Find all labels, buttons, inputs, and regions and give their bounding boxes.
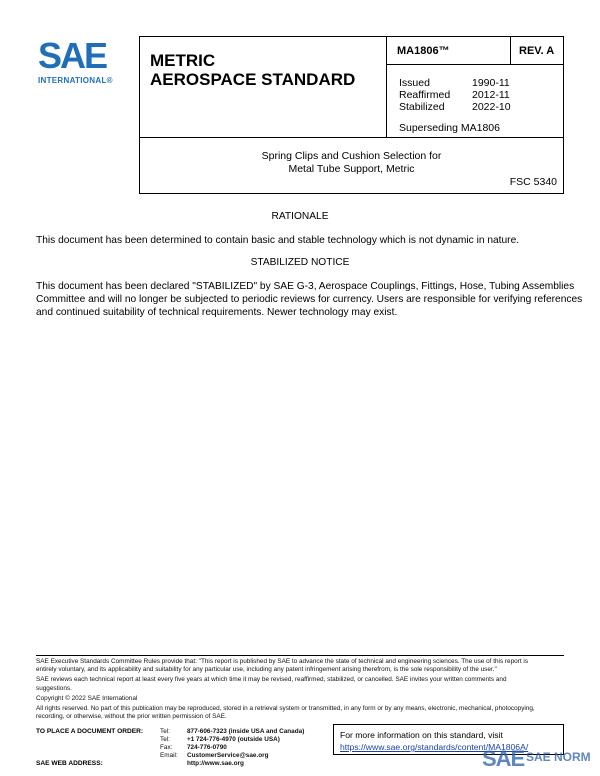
- reaffirmed-label: Reaffirmed: [399, 89, 451, 101]
- contact-key: Tel:: [160, 728, 170, 735]
- standard-url-link[interactable]: https://www.sae.org/standards/content/MA1806A/: [340, 742, 529, 752]
- rationale-heading: RATIONALE: [271, 211, 329, 222]
- title-line-2: AEROSPACE STANDARD: [150, 70, 356, 89]
- phone-usa: 877-606-7323 (inside USA and Canada): [187, 728, 305, 735]
- copyright: Copyright © 2022 SAE International: [36, 694, 138, 702]
- subject-box: [139, 137, 564, 194]
- contact-key: Fax:: [160, 744, 173, 752]
- issued-label: Issued: [399, 77, 430, 89]
- stabilized-line-1: This document has been declared "STABILIZED" by SAE G-3, Aerospace Couplings, Fittings, Hose, Tubing Assemblies: [36, 281, 575, 292]
- stabilized-date: 2022-10: [472, 101, 511, 113]
- order-label: TO PLACE A DOCUMENT ORDER:: [36, 728, 144, 735]
- doc-info-box: [386, 36, 564, 138]
- rev-cell: [510, 37, 564, 65]
- sae-norm-watermark: [482, 748, 596, 774]
- subject-line-1: Spring Clips and Cushion Selection for: [261, 150, 442, 162]
- rationale-text: This document has been determined to contain basic and stable technology which is not dynamic in nature.: [36, 235, 520, 246]
- more-info-text: For more information on this standard, visit: [340, 730, 503, 740]
- stabilized-line-2: Committee and will no longer be subjected to periodic reviews for currency. Users are responsible for verifying references: [36, 294, 583, 305]
- footer-p2-b: suggestions.: [36, 684, 72, 692]
- contact-key: Email:: [160, 752, 178, 760]
- date-values: [472, 77, 511, 113]
- stabilized-line-3: and continued suitability of technical requirements. Newer technology may exist.: [36, 307, 398, 318]
- stabilized-label: Stabilized: [399, 101, 445, 113]
- doc-number-cell: [387, 37, 511, 65]
- revision-label: REV. A: [519, 45, 555, 57]
- subject: [140, 150, 563, 176]
- footer-rule: [36, 655, 564, 656]
- footer-p2-a: SAE reviews each technical report at least every five years at which time it may be revised, reaffirmed, stabilized, or cancelled. SAE invites your written comments and: [36, 676, 507, 684]
- watermark-logo-icon: SAE: [482, 746, 525, 771]
- footer-p1-b: entirely voluntary, and its applicability and suitability for any particular use, including any patent infringement arising therefrom, is the sole responsibility of the user.": [36, 666, 497, 674]
- email-address[interactable]: CustomerService@sae.org: [187, 752, 269, 760]
- footer-p3-b: recording, or otherwise, without the prior written permission of SAE.: [36, 713, 227, 721]
- phone-intl: +1 724-776-4970 (outside USA): [187, 736, 280, 744]
- sae-website[interactable]: http://www.sae.org: [187, 760, 244, 768]
- issued-date: 1990-11: [472, 77, 510, 89]
- sae-logo: [38, 35, 118, 86]
- fsc-code: FSC 5340: [509, 176, 557, 188]
- contact-keys: [160, 728, 178, 760]
- footer-text: [36, 658, 566, 721]
- contact-key: Tel:: [160, 736, 170, 744]
- reaffirmed-date: 2012-11: [472, 89, 510, 101]
- stabilized-text: [36, 280, 582, 319]
- contact-values: [187, 728, 304, 768]
- doc-number: MA1806™: [397, 45, 450, 57]
- subject-line-2: Metal Tube Support, Metric: [288, 163, 415, 175]
- title-box: [139, 36, 387, 138]
- sae-logo-subtitle: INTERNATIONAL®: [38, 76, 113, 85]
- title-line-1: METRIC: [150, 51, 216, 70]
- stabilized-heading: STABILIZED NOTICE: [250, 257, 350, 268]
- watermark-text: SAE NORM: [526, 750, 591, 764]
- footer-p3-a: All rights reserved. No part of this publication may be reproduced, stored in a retrieval system or transmitted, in any form or by any means, electronic, mechanical, photocopying,: [36, 705, 535, 713]
- web-address-label: SAE WEB ADDRESS:: [36, 760, 103, 767]
- superseding: Superseding MA1806: [399, 122, 500, 134]
- sae-logo-letters: SAE: [38, 35, 107, 76]
- date-labels: [399, 77, 450, 113]
- footer-p1-a: SAE Executive Standards Committee Rules provide that: "This report is published by SAE to advance the state of technical and engineering sciences. The use of this report is: [36, 658, 529, 665]
- fax-number: 724-776-0790: [187, 744, 227, 752]
